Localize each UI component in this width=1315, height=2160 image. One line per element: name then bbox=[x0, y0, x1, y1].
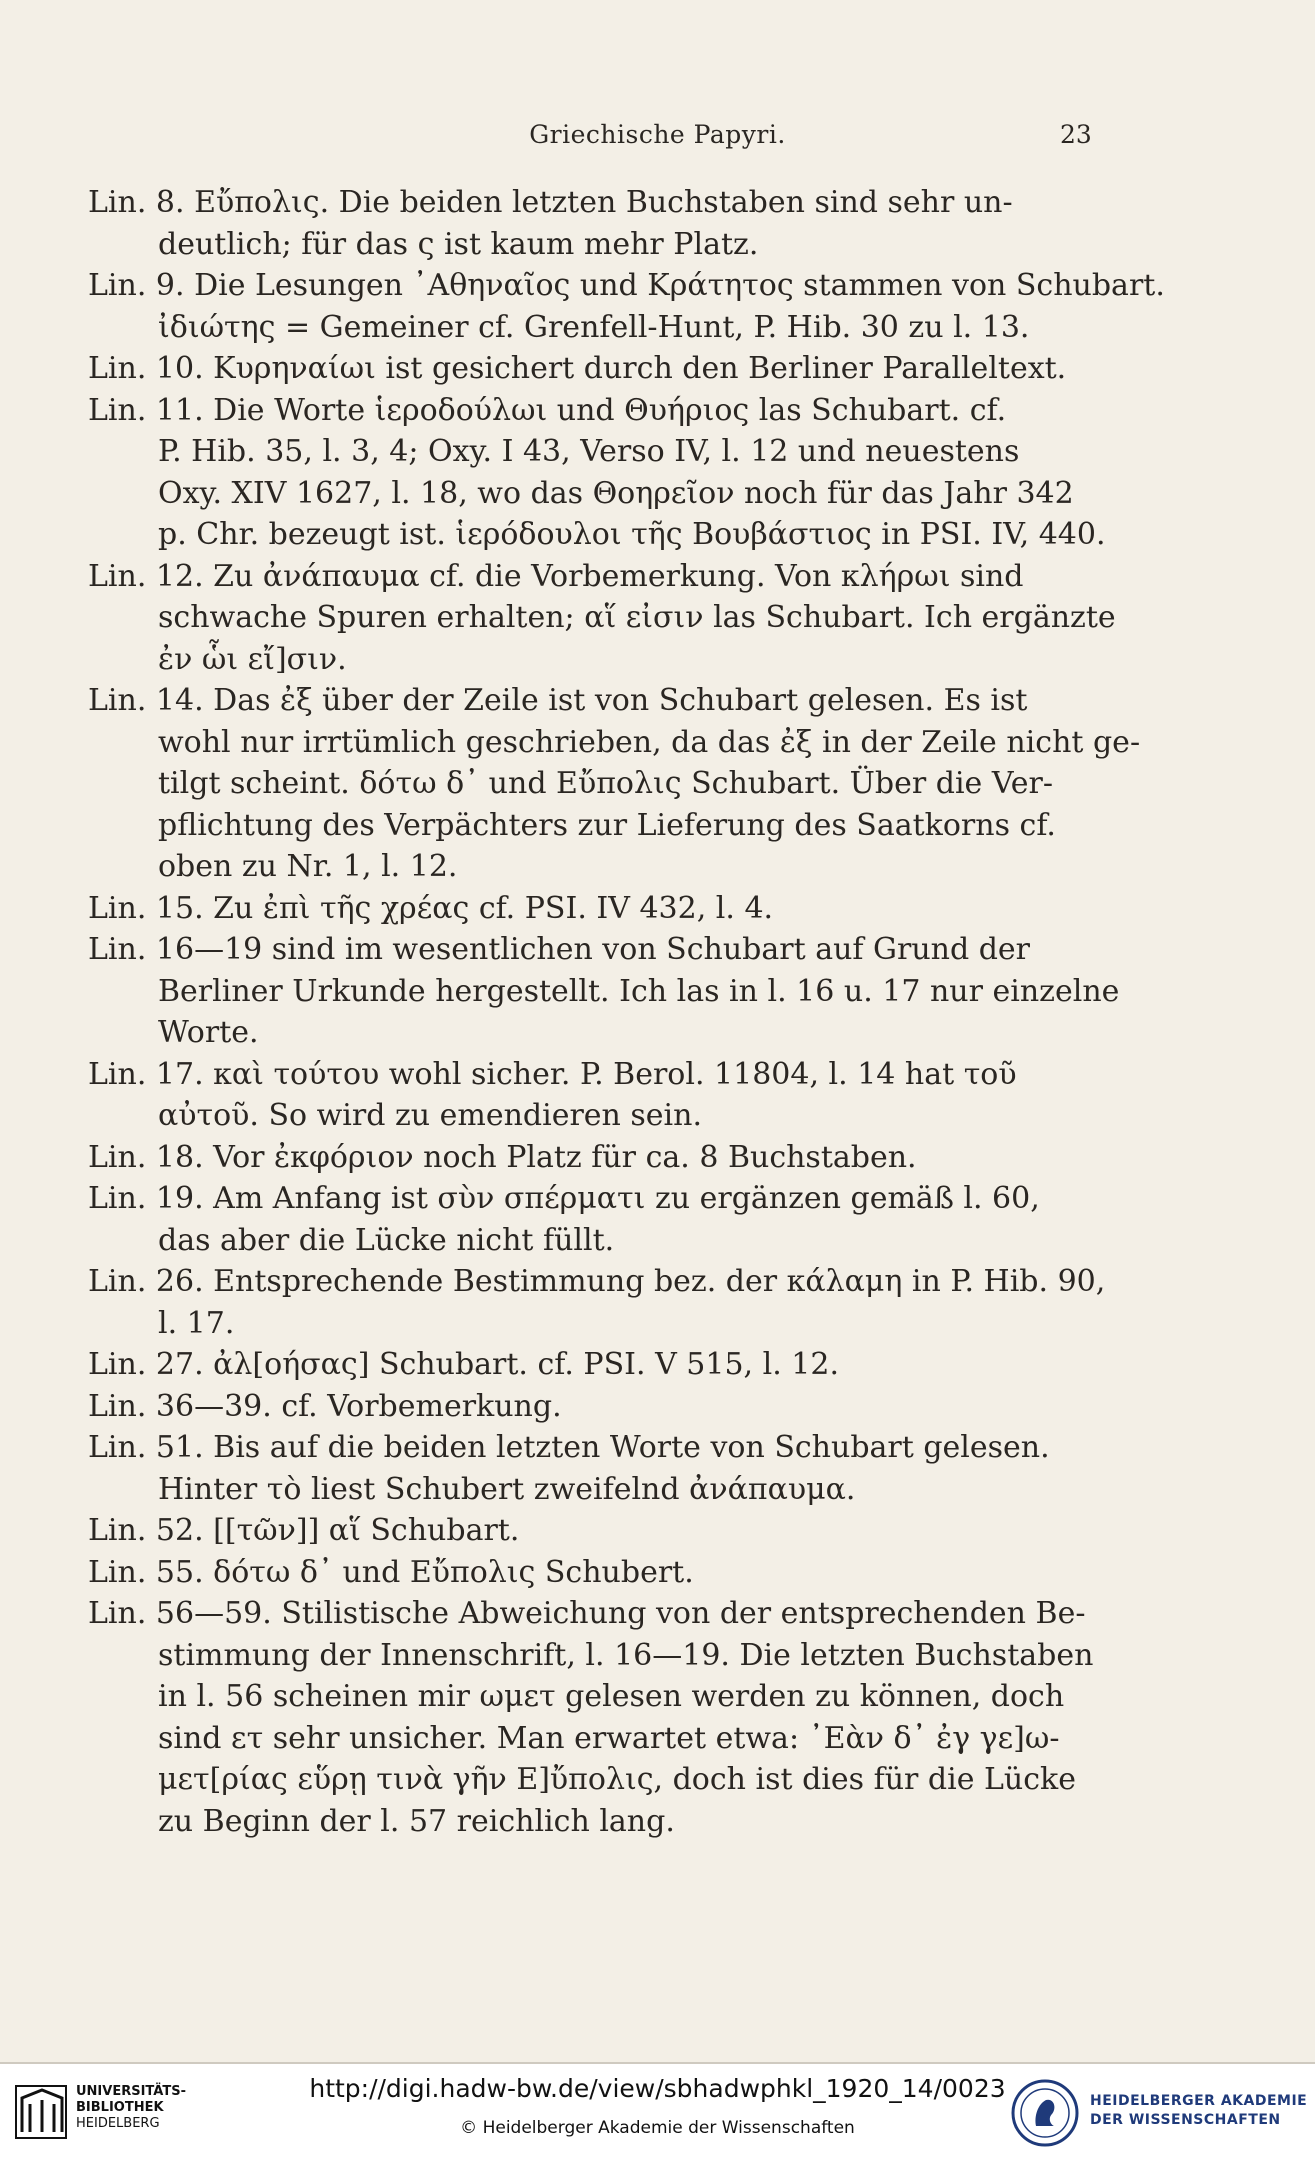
note-entry bbox=[88, 1054, 1100, 1137]
library-logo-line-2: BIBLIOTHEK bbox=[76, 2100, 164, 2115]
note-first-line: Lin. 55. δότω δ᾿ und Εὔπολις Schubert. bbox=[88, 1554, 694, 1590]
note-continuation-line: stimmung der Innenschrift, l. 16—19. Die letzten Buchstaben bbox=[158, 1637, 1094, 1673]
note-continuation-line: Oxy. XIV 1627, l. 18, wo das Θοηρεῖον noch für das Jahr 342 bbox=[158, 475, 1074, 511]
note-entry bbox=[88, 1137, 1100, 1179]
running-title: Griechische Papyri. bbox=[529, 120, 786, 149]
note-continuation-line: p. Chr. bezeugt ist. ἱερόδουλοι τῆς Βουβάστιος in PSI. IV, 440. bbox=[158, 517, 1106, 552]
copyright-notice: © Heidelberger Akademie der Wissenschaften bbox=[460, 2118, 855, 2138]
page-number: 23 bbox=[1060, 120, 1092, 149]
note-entry bbox=[88, 1593, 1100, 1842]
note-continuation-line: Hinter τὸ liest Schubert zweifelnd ἀνάπαυμα. bbox=[158, 1471, 856, 1507]
note-first-line: Lin. 26. Entsprechende Bestimmung bez. der κάλαμη in P. Hib. 90, bbox=[88, 1264, 1106, 1299]
note-first-line: Lin. 52. [[τῶν]] αἵ Schubart. bbox=[88, 1513, 520, 1548]
commentary-notes bbox=[88, 182, 1165, 1842]
note-first-line: Lin. 51. Bis auf die beiden letzten Worte von Schubart gelesen. bbox=[88, 1430, 1050, 1465]
note-first-line: Lin. 16—19 sind im wesentlichen von Schubart auf Grund der bbox=[88, 932, 1031, 967]
note-continuation-line: μετ[ρίας εὕρῃ τινὰ γῆν Ε]ὔπολις, doch ist dies für die Lücke bbox=[158, 1762, 1076, 1797]
note-continuation-line: Worte. bbox=[158, 1015, 259, 1050]
note-continuation-line: schwache Spuren erhalten; αἵ εἰσιν las Schubart. Ich ergänzte bbox=[158, 600, 1116, 635]
note-continuation-line: l. 17. bbox=[158, 1305, 235, 1341]
note-continuation-line: ἰδιώτης = Gemeiner cf. Grenfell-Hunt, P. Hib. 30 zu l. 13. bbox=[158, 309, 1030, 345]
note-first-line: Lin. 12. Zu ἀνάπαυμα cf. die Vorbemerkung. Von κλήρωι sind bbox=[88, 558, 1024, 594]
note-continuation-line: ἐν ὧι εἴ]σιν. bbox=[158, 641, 347, 677]
note-first-line: Lin. 36—39. cf. Vorbemerkung. bbox=[88, 1388, 562, 1424]
note-continuation-line: wohl nur irrtümlich geschrieben, da das ἐξ in der Zeile nicht ge- bbox=[158, 724, 1141, 760]
note-continuation-line: Berliner Urkunde hergestellt. Ich las in l. 16 u. 17 nur einzelne bbox=[158, 973, 1120, 1009]
academy-logo-line-2: DER WISSENSCHAFTEN bbox=[1090, 2112, 1281, 2128]
note-continuation-line: in l. 56 scheinen mir ωμετ gelesen werden zu können, doch bbox=[158, 1679, 1065, 1714]
note-entry bbox=[88, 1344, 1100, 1386]
note-continuation-line: αὐτοῦ. So wird zu emendieren sein. bbox=[158, 1098, 703, 1133]
note-first-line: Lin. 56—59. Stilistische Abweichung von der entsprechenden Be- bbox=[88, 1596, 1086, 1631]
note-entry bbox=[88, 348, 1100, 390]
note-entry bbox=[88, 556, 1116, 681]
note-entry bbox=[88, 265, 1165, 348]
note-entry bbox=[88, 929, 1120, 1054]
note-continuation-line: zu Beginn der l. 57 reichlich lang. bbox=[158, 1803, 675, 1839]
academy-logo[interactable] bbox=[1010, 2074, 1310, 2152]
note-first-line: Lin. 11. Die Worte ἱεροδούλωι und Θυήριος las Schubart. cf. bbox=[88, 392, 1007, 428]
note-entry bbox=[88, 390, 1106, 556]
note-continuation-line: deutlich; für das ς ist kaum mehr Platz. bbox=[158, 226, 759, 262]
note-first-line: Lin. 9. Die Lesungen ᾿Αθηναῖος und Κράτητος stammen von Schubart. bbox=[88, 268, 1165, 303]
note-first-line: Lin. 19. Am Anfang ist σὺν σπέρματι zu ergänzen gemäß l. 60, bbox=[88, 1181, 1040, 1216]
note-entry bbox=[88, 680, 1141, 888]
note-entry bbox=[88, 1510, 1100, 1552]
note-entry bbox=[88, 1552, 1100, 1594]
note-first-line: Lin. 15. Zu ἐπὶ τῆς χρέας cf. PSI. IV 432, l. 4. bbox=[88, 890, 774, 926]
note-entry bbox=[88, 888, 1100, 930]
note-continuation-line: P. Hib. 35, l. 3, 4; Oxy. I 43, Verso IV, l. 12 und neuestens bbox=[158, 434, 1020, 469]
note-entry bbox=[88, 1386, 1100, 1428]
academy-seal-icon bbox=[1010, 2078, 1080, 2148]
note-first-line: Lin. 8. Εὔπολις. Die beiden letzten Buchstaben sind sehr un- bbox=[88, 185, 1013, 220]
note-entry bbox=[88, 1427, 1100, 1510]
note-continuation-line: das aber die Lücke nicht füllt. bbox=[158, 1222, 615, 1258]
note-continuation-line: tilgt scheint. δότω δ᾿ und Εὔπολις Schubart. Über die Ver- bbox=[158, 766, 1053, 801]
library-logo-line-1: UNIVERSITÄTS- bbox=[76, 2084, 186, 2099]
note-entry bbox=[88, 1261, 1106, 1344]
note-continuation-line: pflichtung des Verpächters zur Lieferung des Saatkorns cf. bbox=[158, 807, 1056, 843]
note-first-line: Lin. 10. Κυρηναίωι ist gesichert durch den Berliner Paralleltext. bbox=[88, 351, 1067, 386]
note-first-line: Lin. 27. ἀλ[οήσας] Schubart. cf. PSI. V 515, l. 12. bbox=[88, 1347, 839, 1382]
note-continuation-line: sind ετ sehr unsicher. Man erwartet etwa: ᾿Εὰν δ᾿ ἐγ γε]ω- bbox=[158, 1720, 1060, 1756]
note-first-line: Lin. 14. Das ἐξ über der Zeile ist von Schubart gelesen. Es ist bbox=[88, 683, 1028, 718]
academy-logo-line-1: HEIDELBERGER AKADEMIE bbox=[1090, 2093, 1308, 2109]
library-logo-line-3: HEIDELBERG bbox=[76, 2116, 160, 2131]
footer-bar bbox=[0, 2062, 1315, 2160]
note-entry bbox=[88, 182, 1100, 265]
note-first-line: Lin. 18. Vor ἐκφόριον noch Platz für ca. 8 Buchstaben. bbox=[88, 1139, 917, 1175]
note-entry bbox=[88, 1178, 1100, 1261]
note-continuation-line: oben zu Nr. 1, l. 12. bbox=[158, 849, 458, 884]
permalink-url[interactable]: http://digi.hadw-bw.de/view/sbhadwphkl_1920_14/0023 bbox=[309, 2074, 1006, 2103]
note-first-line: Lin. 17. καὶ τούτου wohl sicher. P. Berol. 11804, l. 14 hat τοῦ bbox=[88, 1056, 1017, 1092]
